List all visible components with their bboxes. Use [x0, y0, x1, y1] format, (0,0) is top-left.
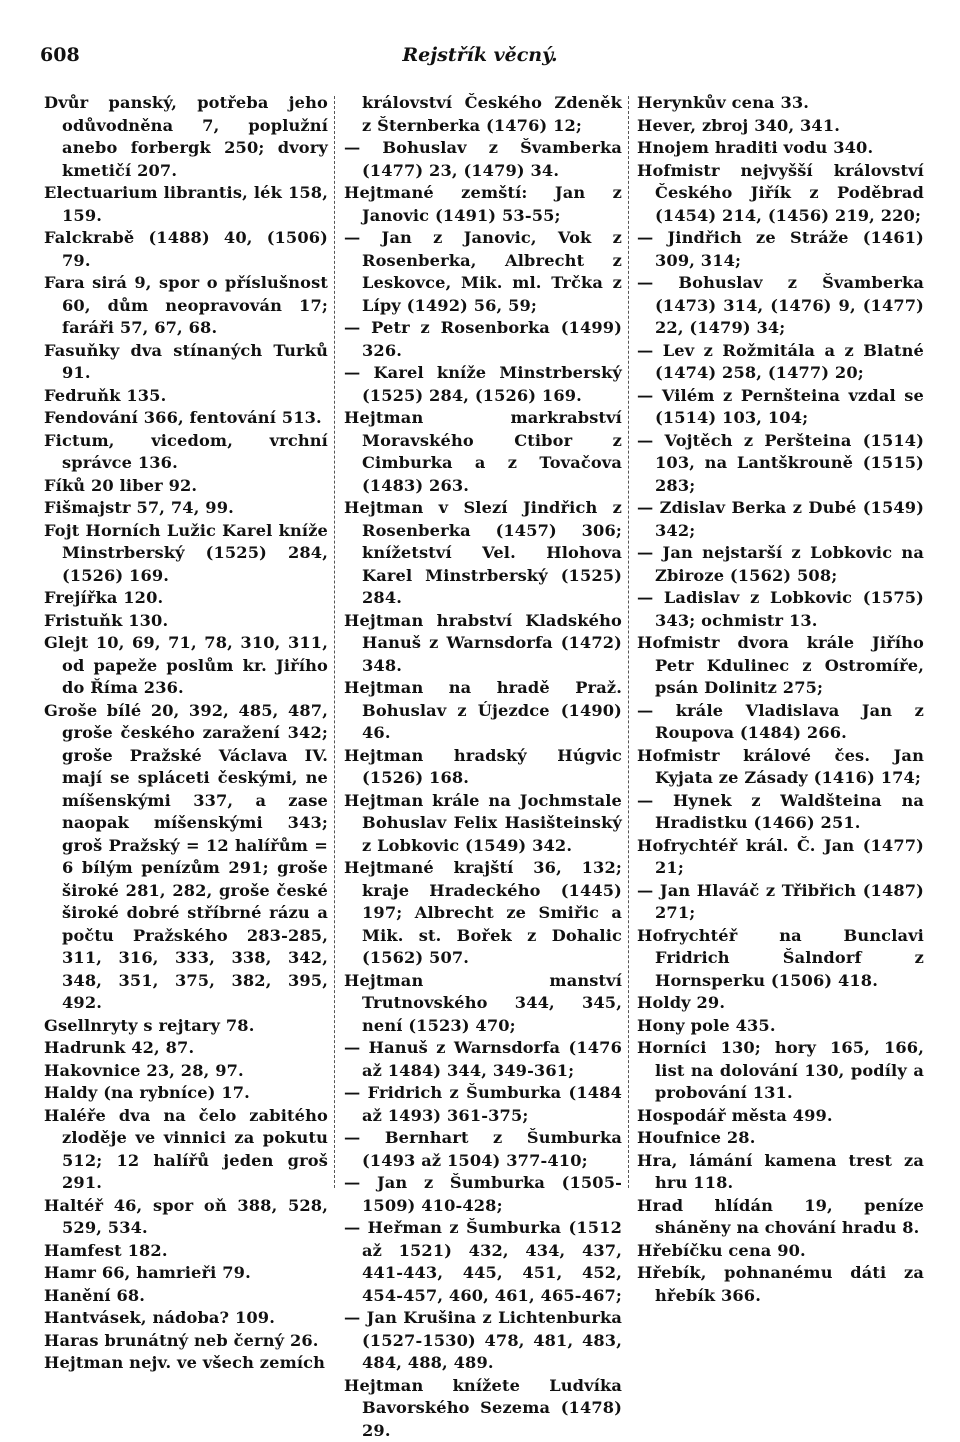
index-entry: Hejtman krále na Jochmstale Bohuslav Felix Hasišteinský z Lobkovic (1549) 342.: [344, 790, 622, 858]
index-entry: Houfnice 28.: [637, 1127, 924, 1150]
index-entry: Hřebíčku cena 90.: [637, 1240, 924, 1263]
running-title: Rejstřík věcný.: [0, 44, 960, 66]
index-entry: Fedruňk 135.: [44, 385, 328, 408]
index-entry: Gsellnryty s rejtary 78.: [44, 1015, 328, 1038]
index-entry: Herynkův cena 33.: [637, 92, 924, 115]
index-entry: — Bohuslav z Švamberka (1473) 314, (1476) 9, (1477) 22, (1479) 34;: [637, 272, 924, 340]
index-entry: Hra, lámání kamena trest za hru 118.: [637, 1150, 924, 1195]
index-entry: — Hanuš z Warnsdorfa (1476 až 1484) 344, 349-361;: [344, 1037, 622, 1082]
page-number: 608: [40, 44, 80, 66]
index-column-2: [344, 92, 622, 1442]
index-entry: — Jan z Janovic, Vok z Rosenberka, Albrecht z Leskovce, Mik. ml. Trčka z Lípy (1492) 56, 59;: [344, 227, 622, 317]
index-entry: — Jan nejstarší z Lobkovic na Zbiroze (1562) 508;: [637, 542, 924, 587]
column-divider: [628, 96, 629, 1188]
index-entry: — Petr z Rosenborka (1499) 326.: [344, 317, 622, 362]
index-entry: Hamr 66, hamrieři 79.: [44, 1262, 328, 1285]
index-entry: — Ladislav z Lobkovic (1575) 343; ochmistr 13.: [637, 587, 924, 632]
index-entry: Holdy 29.: [637, 992, 924, 1015]
index-entry: Hnojem hraditi vodu 340.: [637, 137, 924, 160]
index-entry: Hrad hlídán 19, peníze sháněny na chování hradu 8.: [637, 1195, 924, 1240]
index-entry: Haléře dva na čelo zabitého zloděje ve vinnici za pokutu 512; 12 halířů jeden groš 291.: [44, 1105, 328, 1195]
index-entry: Hofmistr dvora krále Jiřího Petr Kdulinec z Ostromíře, psán Dolinitz 275;: [637, 632, 924, 700]
index-entry: Groše bílé 20, 392, 485, 487, groše českého zaražení 342; groše Pražské Václava IV. mají se spláceti českými, ne míšenskými 337, a zase naopak míšenskými 343; groš Pražský = 12 halířům = 6 bílým penízům 291; groše široké 281, 282, groše české široké dobré stříbrné rázu a počtu Pražského 283-285, 311, 316, 333, 338, 342, 348, 351, 375, 382, 395, 492.: [44, 700, 328, 1015]
index-entry: — Bernhart z Šumburka (1493 až 1504) 377-410;: [344, 1127, 622, 1172]
index-entry: Fristuňk 130.: [44, 610, 328, 633]
index-entry: — Zdislav Berka z Dubé (1549) 342;: [637, 497, 924, 542]
index-entry: Electuarium librantis, lék 158, 159.: [44, 182, 328, 227]
index-entry: Falckrabě (1488) 40, (1506) 79.: [44, 227, 328, 272]
index-entry: Hamfest 182.: [44, 1240, 328, 1263]
index-entry: Hejtman manství Trutnovského 344, 345, není (1523) 470;: [344, 970, 622, 1038]
index-entry: — krále Vladislava Jan z Roupova (1484) 266.: [637, 700, 924, 745]
index-entry: Hospodář města 499.: [637, 1105, 924, 1128]
index-entry: Hejtman v Slezí Jindřich z Rosenberka (1457) 306; knížetství Vel. Hlohova Karel Minstrberský (1525) 284.: [344, 497, 622, 610]
index-entry: Fictum, vicedom, vrchní správce 136.: [44, 430, 328, 475]
index-entry: Haras brunátný neb černý 26.: [44, 1330, 328, 1353]
index-entry: Hofrychtéř král. Č. Jan (1477) 21;: [637, 835, 924, 880]
index-entry: Hejtman na hradě Praž. Bohuslav z Újezdce (1490) 46.: [344, 677, 622, 745]
index-entry: Hejtman markrabství Moravského Ctibor z Cimburka a z Tovačova (1483) 263.: [344, 407, 622, 497]
index-entry: Hakovnice 23, 28, 97.: [44, 1060, 328, 1083]
index-entry: — Lev z Rožmitála a z Blatné (1474) 258, (1477) 20;: [637, 340, 924, 385]
index-column-1: [44, 92, 328, 1375]
index-entry: — Jan Krušina z Lichtenburka (1527-1530) 478, 481, 483, 484, 488, 489.: [344, 1307, 622, 1375]
index-entry: Hofmistr králové čes. Jan Kyjata ze Zásady (1416) 174;: [637, 745, 924, 790]
index-entry: — Hynek z Waldšteina na Hradistku (1466) 251.: [637, 790, 924, 835]
index-entry: Hanění 68.: [44, 1285, 328, 1308]
index-entry: — Jan Hlaváč z Třibřich (1487) 271;: [637, 880, 924, 925]
index-entry: Fasuňky dva stínaných Turků 91.: [44, 340, 328, 385]
index-entry: Hejtman knížete Ludvíka Bavorského Sezema (1478) 29.: [344, 1375, 622, 1442]
index-entry: Hever, zbroj 340, 341.: [637, 115, 924, 138]
index-entry: Dvůr panský, potřeba jeho odůvodněna 7, poplužní anebo forbergk 250; dvory kmetičí 207.: [44, 92, 328, 182]
index-entry: Hantvásek, nádoba? 109.: [44, 1307, 328, 1330]
index-entry: Fojt Horních Lužic Karel kníže Minstrberský (1525) 284, (1526) 169.: [44, 520, 328, 588]
index-entry: Fíků 20 liber 92.: [44, 475, 328, 498]
index-column-3: [637, 92, 924, 1307]
index-entry: Fara sirá 9, spor o příslušnost 60, dům neopravován 17; faráři 57, 67, 68.: [44, 272, 328, 340]
index-entry: — Karel kníže Minstrberský (1525) 284, (1526) 169.: [344, 362, 622, 407]
index-entry: — Bohuslav z Švamberka (1477) 23, (1479) 34.: [344, 137, 622, 182]
index-entry: Horníci 130; hory 165, 166, list na dolování 130, podíly a probování 131.: [637, 1037, 924, 1105]
index-entry: království Českého Zdeněk z Šternberka (1476) 12;: [344, 92, 622, 137]
index-entry: Hofrychtéř na Bunclavi Fridrich Šalndorf z Hornsperku (1506) 418.: [637, 925, 924, 993]
index-entry: Hony pole 435.: [637, 1015, 924, 1038]
index-entry: Hejtman hrabství Kladského Hanuš z Warnsdorfa (1472) 348.: [344, 610, 622, 678]
index-entry: Fišmajstr 57, 74, 99.: [44, 497, 328, 520]
index-entry: Frejířka 120.: [44, 587, 328, 610]
index-entry: Haltéř 46, spor oň 388, 528, 529, 534.: [44, 1195, 328, 1240]
index-entry: Hřebík, pohnanému dáti za hřebík 366.: [637, 1262, 924, 1307]
index-entry: — Vilém z Pernšteina vzdal se (1514) 103, 104;: [637, 385, 924, 430]
index-entry: Haldy (na rybníce) 17.: [44, 1082, 328, 1105]
index-entry: — Vojtěch z Peršteina (1514) 103, na Lantškrouně (1515) 283;: [637, 430, 924, 498]
index-entry: Fendování 366, fentování 513.: [44, 407, 328, 430]
index-entry: Hejtmané zemští: Jan z Janovic (1491) 53-55;: [344, 182, 622, 227]
column-divider: [334, 96, 335, 1188]
index-entry: — Fridrich z Šumburka (1484 až 1493) 361-375;: [344, 1082, 622, 1127]
index-entry: — Heřman z Šumburka (1512 až 1521) 432, 434, 437, 441-443, 445, 451, 452, 454-457, 460, 461, 465-467;: [344, 1217, 622, 1307]
index-entry: Hejtman hradský Húgvic (1526) 168.: [344, 745, 622, 790]
index-entry: Glejt 10, 69, 71, 78, 310, 311, od papeže poslům kr. Jiřího do Říma 236.: [44, 632, 328, 700]
index-entry: Hejtman nejv. ve všech zemích: [44, 1352, 328, 1375]
index-entry: Hofmistr nejvyšší království Českého Jiřík z Poděbrad (1454) 214, (1456) 219, 220;: [637, 160, 924, 228]
index-entry: Hejtmané krajští 36, 132; kraje Hradeckého (1445) 197; Albrecht ze Smiřic a Mik. st. Bořek z Dohalic (1562) 507.: [344, 857, 622, 970]
index-entry: Hadrunk 42, 87.: [44, 1037, 328, 1060]
index-entry: — Jan z Šumburka (1505-1509) 410-428;: [344, 1172, 622, 1217]
index-entry: — Jindřich ze Stráže (1461) 309, 314;: [637, 227, 924, 272]
